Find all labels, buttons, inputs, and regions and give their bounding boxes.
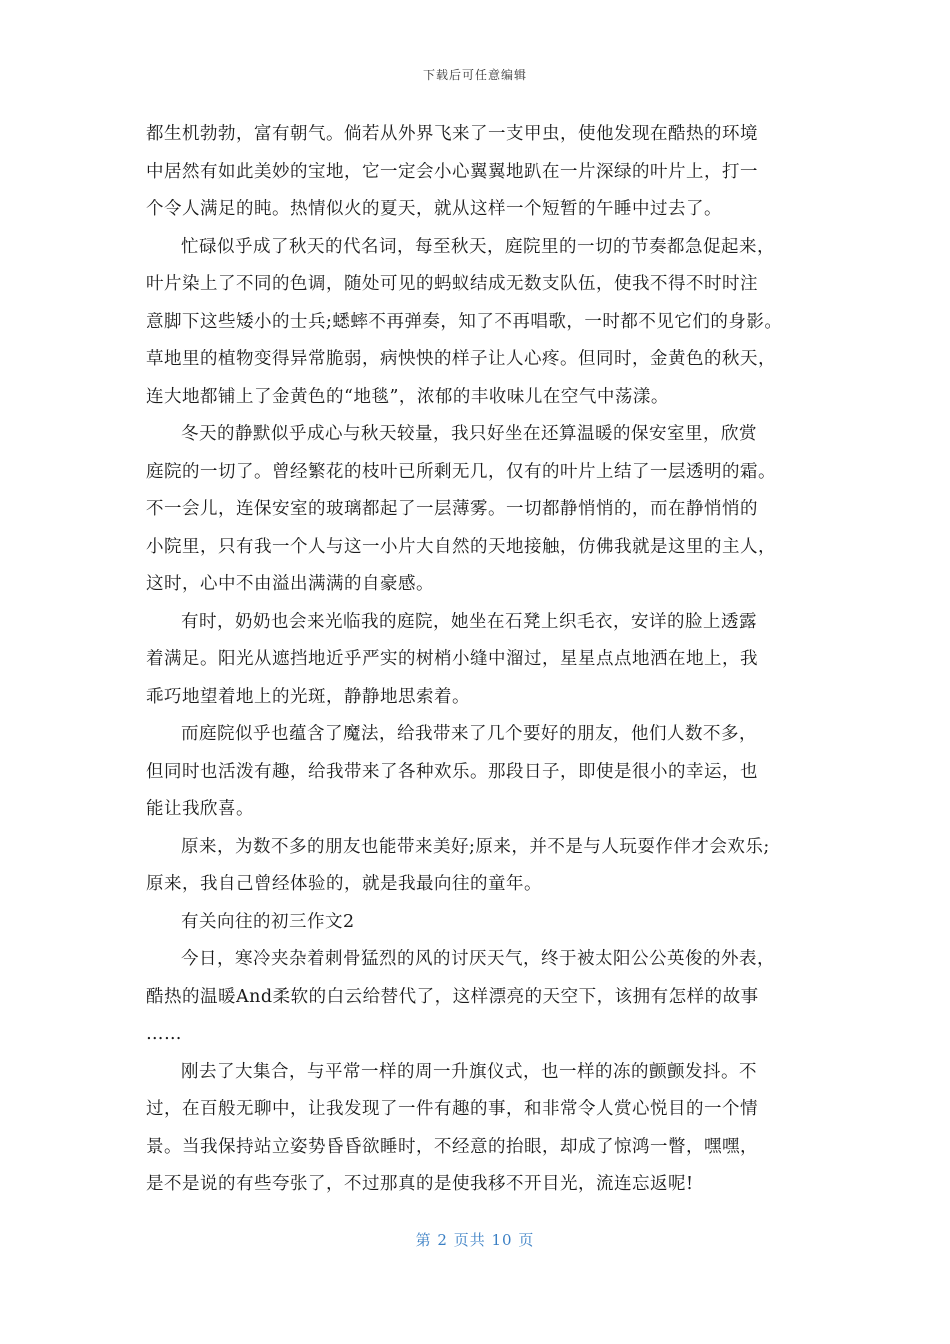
text-line: 酷热的温暖And柔软的白云给替代了，这样漂亮的天空下，该拥有怎样的故事 [146, 986, 759, 1007]
text-line: 庭院的一切了。曾经繁花的枝叶已所剩无几，仅有的叶片上结了一层透明的霜。 [146, 461, 776, 482]
footer-prefix: 第 [415, 1231, 438, 1249]
text-line: 刚去了大集合，与平常一样的周一升旗仪式，也一样的冻的颤颤发抖。不 [181, 1061, 757, 1082]
text-line: 过，在百般无聊中，让我发现了一件有趣的事，和非常令人赏心悦目的一个情 [146, 1099, 758, 1119]
text-line: 今日，寒冷夹杂着刺骨猛烈的风的讨厌天气，终于被太阳公公英俊的外表， [181, 949, 775, 969]
page-footer [0, 1229, 950, 1250]
text-line: 着满足。阳光从遮挡地近乎严实的树梢小缝中溜过，星星点点地洒在地上，我 [146, 649, 758, 669]
text-line: 不一会儿，连保安室的玻璃都起了一层薄雾。一切都静悄悄的，而在静悄悄的 [146, 499, 758, 519]
text-line: 而庭院似乎也蕴含了魔法，给我带来了几个要好的朋友，他们人数不多， [181, 724, 757, 744]
text-line: 但同时也活泼有趣，给我带来了各种欢乐。那段日子，即使是很小的幸运，也 [146, 761, 758, 782]
text-line: 叶片染上了不同的色调，随处可见的蚂蚁结成无数支队伍，使我不得不时时注 [146, 274, 758, 294]
text-line: 有时，奶奶也会来光临我的庭院，她坐在石凳上织毛衣，安详的脸上透露 [181, 611, 757, 632]
footer-suffix: 页 [512, 1231, 535, 1249]
text-line: 忙碌似乎成了秋天的代名词，每至秋天，庭院里的一切的节奏都急促起来， [181, 236, 775, 257]
text-line: 能让我欣喜。 [146, 799, 254, 819]
page-header: 下载后可任意编辑 [422, 68, 527, 82]
text-line: 原来，为数不多的朋友也能带来美好;原来，并不是与人玩耍作伴才会欢乐; [181, 836, 770, 857]
text-line: 个令人满足的盹。热情似火的夏天，就从这样一个短暂的午睡中过去了。 [146, 199, 722, 219]
text-line: 草地里的植物变得异常脆弱，病怏怏的样子让人心疼。但同时，金黄色的秋天， [146, 349, 776, 369]
text-line: 是不是说的有些夸张了，不过那真的是使我移不开目光，流连忘返呢! [146, 1174, 694, 1194]
text-line: 连大地都铺上了金黄色的“地毯”，浓郁的丰收味儿在空气中荡漾。 [146, 386, 669, 407]
text-line: 景。当我保持站立姿势昏昏欲睡时，不经意的抬眼，却成了惊鸿一瞥，嘿嘿， [146, 1136, 758, 1157]
footer-middle: 页共 [447, 1231, 492, 1249]
footer-page-number: 2 [437, 1231, 448, 1249]
text-line: 小院里，只有我一个人与这一小片大自然的天地接触，仿佛我就是这里的主人， [146, 536, 776, 557]
text-line: 意脚下这些矮小的士兵;蟋蟀不再弹奏，知了不再唱歌，一时都不见它们的身影。 [146, 311, 783, 332]
text-line: …… [146, 1024, 182, 1044]
document-body [146, 116, 816, 1204]
text-line: 原来，我自己曾经体验的，就是我最向往的童年。 [146, 874, 542, 894]
text-line: 这时，心中不由溢出满满的自豪感。 [146, 574, 434, 594]
footer-total-pages: 10 [491, 1231, 513, 1249]
text-line: 乖巧地望着地上的光斑，静静地思索着。 [146, 686, 470, 707]
text-line: 都生机勃勃，富有朝气。倘若从外界飞来了一支甲虫，使他发现在酷热的环境 [146, 124, 758, 144]
text-line: 冬天的静默似乎成心与秋天较量，我只好坐在还算温暖的保安室里，欣赏 [181, 424, 757, 444]
text-line: 中居然有如此美妙的宝地，它一定会小心翼翼地趴在一片深绿的叶片上，打一 [146, 161, 758, 182]
text-line: 有关向往的初三作文2 [181, 911, 355, 932]
